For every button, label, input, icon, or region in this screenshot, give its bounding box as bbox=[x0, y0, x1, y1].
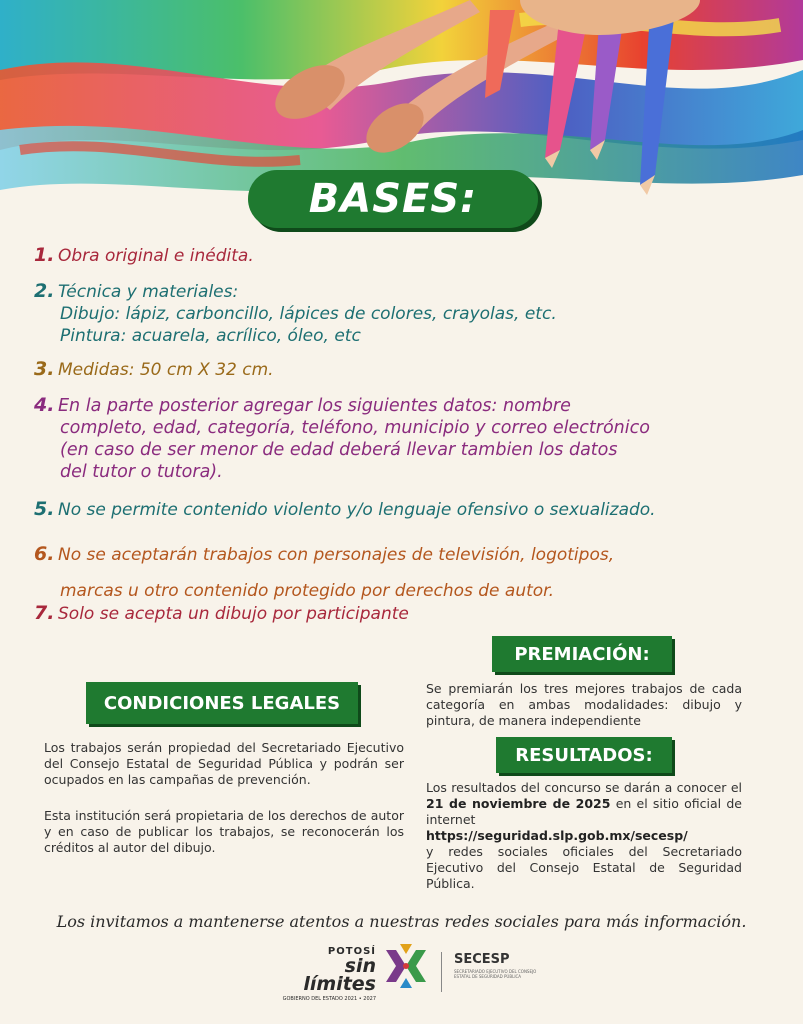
item-text: En la parte posterior agregar los siguientes datos: nombre bbox=[58, 396, 571, 416]
item-number: 6. bbox=[34, 543, 55, 565]
item-text: Técnica y materiales: bbox=[58, 282, 239, 302]
resultados-mid: en el sitio oficial de internet bbox=[426, 796, 742, 827]
secesp-text: SECESP bbox=[454, 952, 510, 967]
resultados-url-link[interactable]: https://seguridad.slp.gob.mx/secesp/ bbox=[426, 828, 688, 843]
resultados-intro: Los resultados del concurso se darán a conocer el bbox=[426, 780, 742, 795]
item-text: Medidas: 50 cm X 32 cm. bbox=[58, 360, 274, 380]
condiciones-text-1: Los trabajos serán propiedad del Secretariado Ejecutivo del Consejo Estatal de Seguridad Pública y podrán ser ocupados en las campañas de prevención. bbox=[44, 740, 404, 787]
item-text: marcas u otro contenido protegido por derechos de autor. bbox=[60, 581, 554, 601]
item-number: 3. bbox=[34, 358, 55, 380]
potosi-emblem-icon bbox=[382, 942, 430, 998]
item-number: 7. bbox=[34, 602, 55, 624]
item-text: No se aceptarán trabajos con personajes de televisión, logotipos, bbox=[58, 545, 615, 565]
resultados-date: 21 de noviembre de 2025 bbox=[426, 796, 611, 811]
list-item bbox=[34, 498, 656, 521]
item-text: completo, edad, categoría, teléfono, municipio y correo electrónico bbox=[60, 418, 650, 438]
item-text: Pintura: acuarela, acrílico, óleo, etc bbox=[60, 326, 361, 346]
premiacion-text: Se premiarán los tres mejores trabajos de cada categoría en ambas modalidades: dibujo y pintura, de manera independiente bbox=[426, 681, 742, 728]
condiciones-title: CONDICIONES LEGALES bbox=[86, 682, 358, 724]
resultados-title: RESULTADOS: bbox=[496, 737, 672, 773]
resultados-text bbox=[426, 780, 742, 892]
list-item bbox=[34, 602, 409, 625]
bases-title: BASES: bbox=[248, 170, 538, 228]
secesp-logo bbox=[454, 952, 544, 979]
list-item bbox=[34, 244, 254, 267]
potosi-logo bbox=[278, 946, 376, 1002]
item-text: del tutor o tutora). bbox=[60, 462, 223, 482]
item-number: 4. bbox=[34, 394, 55, 416]
list-item bbox=[34, 358, 274, 381]
list-item bbox=[34, 394, 650, 483]
item-text: Obra original e inédita. bbox=[58, 246, 254, 266]
potosi-text: POTOSÍ bbox=[327, 946, 376, 957]
item-number: 5. bbox=[34, 498, 55, 520]
condiciones-text-2: Esta institución será propietaria de los derechos de autor y en caso de publicar los trabajos, se reconocerán los créditos al autor del dibujo. bbox=[44, 808, 404, 855]
list-item bbox=[34, 536, 614, 609]
item-text: No se permite contenido violento y/o lenguaje ofensivo o sexualizado. bbox=[58, 500, 656, 520]
gobierno-text: GOBIERNO DEL ESTADO 2021 • 2027 bbox=[282, 996, 376, 1002]
item-number: 2. bbox=[34, 280, 55, 302]
footer-divider bbox=[441, 952, 442, 992]
footer-logos bbox=[0, 940, 803, 1010]
item-number: 1. bbox=[34, 244, 55, 266]
list-item bbox=[34, 280, 557, 347]
sinlimites-text: sin límites bbox=[303, 955, 376, 995]
premiacion-title: PREMIACIÓN: bbox=[492, 636, 672, 672]
item-text: Dibujo: lápiz, carboncillo, lápices de colores, crayolas, etc. bbox=[60, 304, 557, 324]
item-text: (en caso de ser menor de edad deberá llevar tambien los datos bbox=[60, 440, 618, 460]
item-text: Solo se acepta un dibujo por participante bbox=[58, 604, 409, 624]
invite-text: Los invitamos a mantenerse atentos a nuestras redes sociales para más información. bbox=[56, 912, 747, 931]
resultados-outro: y redes sociales oficiales del Secretariado Ejecutivo del Consejo Estatal de Seguridad Pública. bbox=[426, 844, 742, 891]
secesp-subtext: SECRETARIADO EJECUTIVO DEL CONSEJO ESTATAL DE SEGURIDAD PÚBLICA bbox=[454, 969, 537, 979]
